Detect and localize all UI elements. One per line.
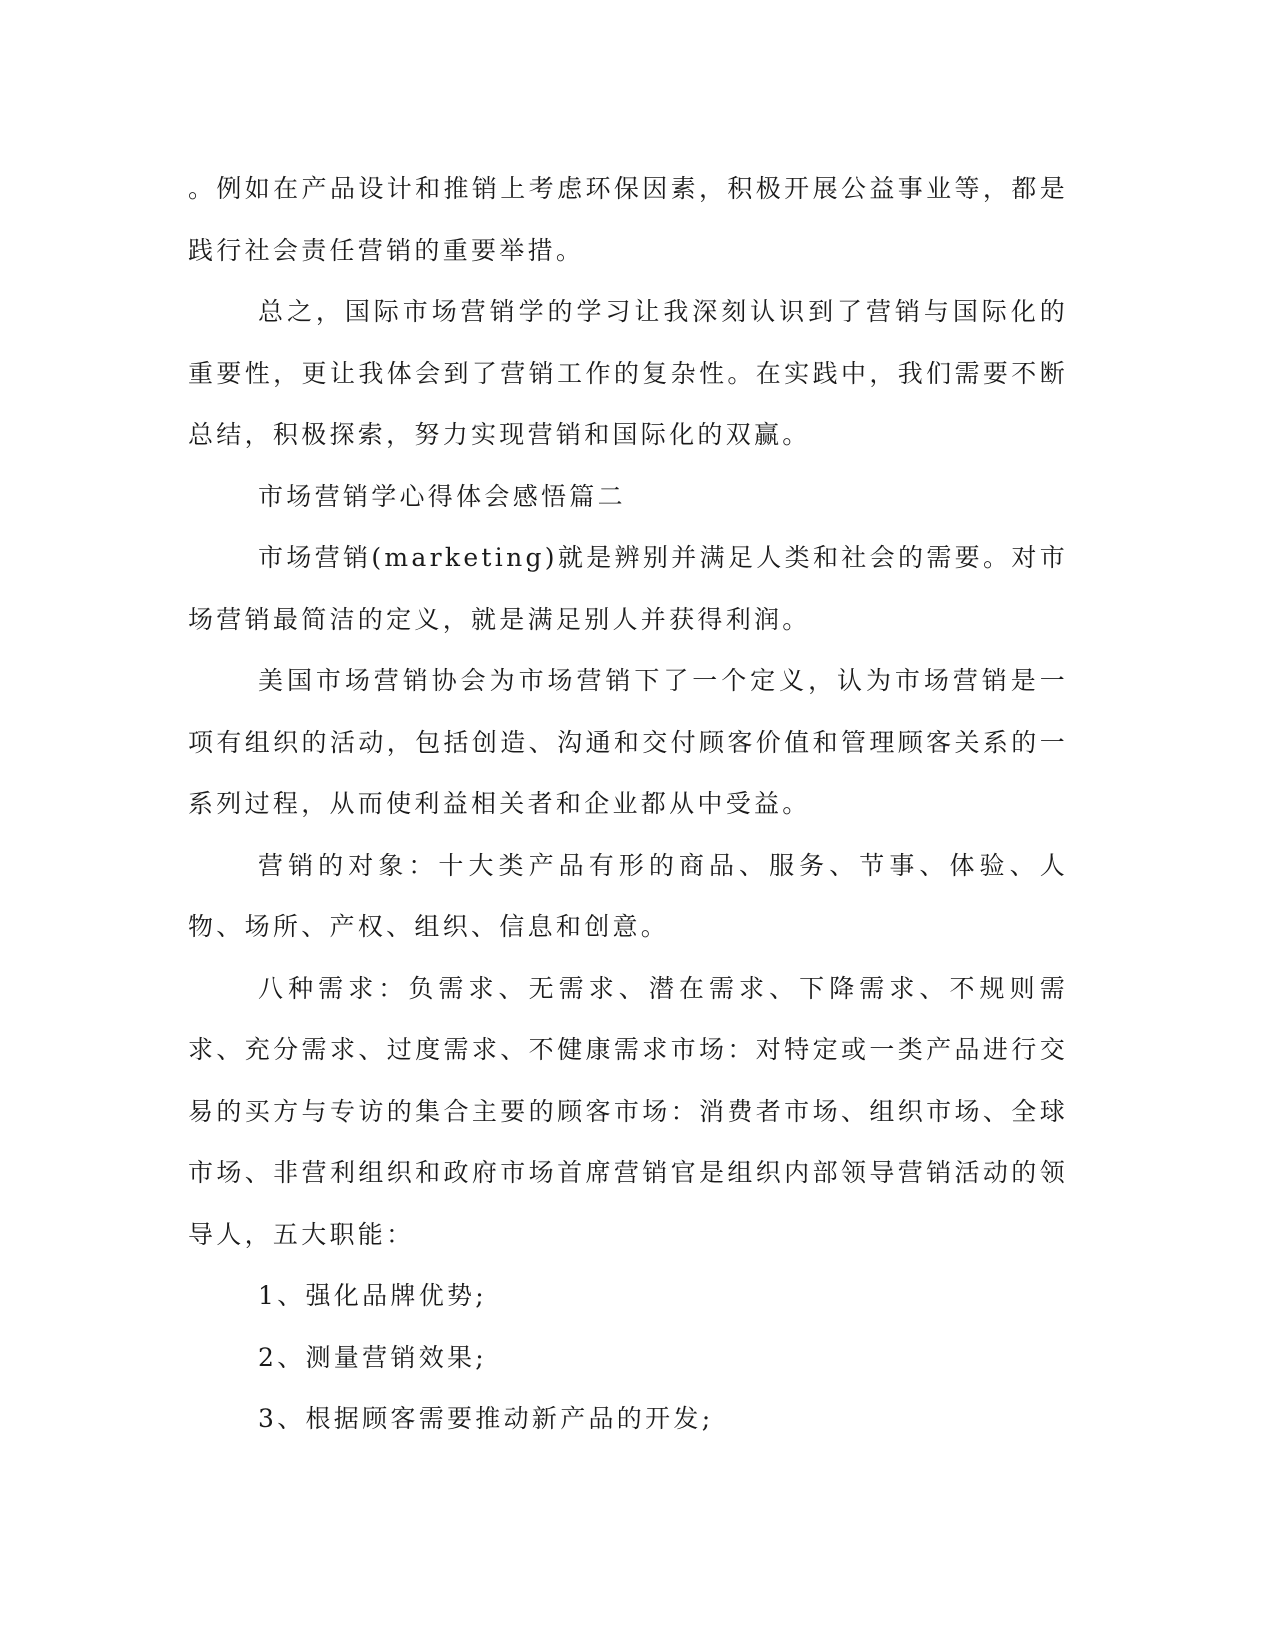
- paragraph-2: 总之，国际市场营销学的学习让我深刻认识到了营销与国际化的重要性，更让我体会到了营销工作的复杂性。在实践中，我们需要不断总结，积极探索，努力实现营销和国际化的双赢。: [188, 297, 1068, 449]
- list-item-2: 2、测量营销效果;: [258, 1342, 488, 1372]
- paragraph-5: 营销的对象：十大类产品有形的商品、服务、节事、体验、人物、场所、产权、组织、信息和创意。: [188, 850, 1068, 941]
- list-item-1: 1、强化品牌优势;: [258, 1281, 488, 1310]
- paragraph-1: 。例如在产品设计和推销上考虑环保因素，积极开展公益事业等，都是践行社会责任营销的重要举措。: [188, 174, 1068, 265]
- list-item-3: 3、根据顾客需要推动新产品的开发;: [258, 1404, 714, 1433]
- paragraph-6: 八种需求：负需求、无需求、潜在需求、下降需求、不规则需求、充分需求、过度需求、不健康需求市场：对特定或一类产品进行交易的买方与专访的集合主要的顾客市场：消费者市场、组织市场、全球市场、非营利组织和政府市场首席营销官是组织内部领导营销活动的领导人，五大职能：: [188, 973, 1068, 1249]
- paragraph-3: 市场营销(marketing)就是辨别并满足人类和社会的需要。对市场营销最简洁的定义，就是满足别人并获得利润。: [188, 543, 1068, 634]
- document-body: [188, 158, 1068, 1450]
- section-heading: 市场营销学心得体会感悟篇二: [258, 481, 626, 511]
- paragraph-4: 美国市场营销协会为市场营销下了一个定义，认为市场营销是一项有组织的活动，包括创造、沟通和交付顾客价值和管理顾客关系的一系列过程，从而使利益相关者和企业都从中受益。: [188, 666, 1068, 818]
